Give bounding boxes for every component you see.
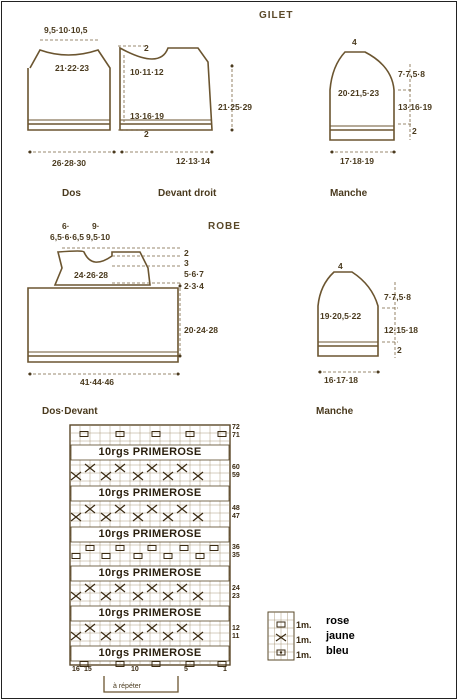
- stitch-chart: [70, 425, 230, 667]
- gilet-devant-side-height: 13·16·19: [130, 111, 165, 121]
- gilet-dos-width: 26·28·30: [52, 158, 87, 168]
- robe-neck-b: 9·: [92, 221, 100, 231]
- chart-row-number: 36: [232, 544, 240, 551]
- gilet-devant-neck-width: 10·11·12: [130, 67, 164, 77]
- gilet-dos-armhole: 2: [144, 129, 149, 139]
- gilet-manche-cuff: 2: [412, 126, 417, 136]
- robe-manche-width-upper: 19·20,5·22: [320, 311, 362, 321]
- chart-row-number: 12: [232, 625, 240, 632]
- legend-color: bleu: [326, 645, 349, 657]
- legend-count: 1m.: [296, 635, 312, 645]
- gilet-devant-caption: Devant droit: [158, 188, 217, 199]
- robe-neck-a: 6·: [62, 221, 70, 231]
- chart-row-number: 71: [232, 432, 240, 439]
- chart-row-number: 59: [232, 472, 240, 479]
- chart-col-number: 16: [72, 666, 80, 673]
- gilet-manche-width: 17·18·19: [340, 156, 375, 166]
- gilet-manche-length: 13·16·19: [398, 102, 433, 112]
- robe-neck-a2: 6,5·6·6,5: [50, 232, 85, 242]
- chart-row-number: 72: [232, 424, 240, 431]
- gilet-manche-cap-height: 7·7,5·8: [398, 69, 425, 79]
- chart-row-number: 24: [232, 585, 240, 592]
- gilet-title: GILET: [259, 10, 294, 21]
- robe-manche-cap-height: 7·7,5·8: [384, 292, 411, 302]
- chart-row-number: 11: [232, 633, 240, 640]
- gilet-manche-top: 4: [352, 37, 357, 47]
- chart-row-number: 35: [232, 552, 240, 559]
- robe-title: ROBE: [208, 221, 241, 232]
- robe-step2: 2·3·4: [184, 281, 204, 291]
- robe-width: 41·44·46: [80, 377, 115, 387]
- gilet-dos-caption: Dos: [62, 188, 81, 199]
- gilet-manche-width-upper: 20·21,5·23: [338, 88, 380, 98]
- robe-yoke-height: 5·6·7: [184, 269, 204, 279]
- robe-dos-devant-caption: Dos·Devant: [42, 406, 98, 417]
- robe-manche-top: 4: [338, 261, 343, 271]
- chart-col-number: 10: [131, 666, 139, 673]
- gilet-dos-neck: 9,5·10·10,5: [44, 25, 88, 35]
- robe-manche-width: 16·17·18: [324, 375, 359, 385]
- chart-row-number: 60: [232, 464, 240, 471]
- chart-col-number: 1: [223, 666, 227, 673]
- legend-swatches: [268, 612, 294, 660]
- robe-body-outline: [28, 288, 178, 362]
- legend-bleu-dot: [280, 651, 282, 653]
- robe-step1: 3: [184, 258, 189, 268]
- chart-row-number: 48: [232, 505, 240, 512]
- gilet-dos-shoulder-drop: 2: [144, 43, 149, 53]
- chart-band-label: 10rgs PRIMEROSE: [98, 567, 202, 579]
- legend-count: 1m.: [296, 650, 312, 660]
- chart-band-label: 10rgs PRIMEROSE: [98, 487, 202, 499]
- chart-row-number: 23: [232, 593, 240, 600]
- gilet-manche-caption: Manche: [330, 188, 368, 199]
- gilet-dos-width-upper: 21·22·23: [55, 63, 90, 73]
- legend-count: 1m.: [296, 620, 312, 630]
- gilet-dos-outline: [28, 50, 110, 130]
- chart-col-number: 15: [84, 666, 92, 673]
- gilet-devant-width: 12·13·14: [176, 156, 211, 166]
- robe-yoke-width: 24·26·28: [74, 270, 109, 280]
- robe-body-height: 20·24·28: [184, 325, 219, 335]
- legend-color: rose: [326, 615, 350, 627]
- gilet-devant-total-height: 21·25·29: [218, 102, 253, 112]
- robe-manche-length: 12·15·18: [384, 325, 419, 335]
- chart-row-number: 47: [232, 513, 240, 520]
- chart-band-label: 10rgs PRIMEROSE: [98, 607, 202, 619]
- robe-manche-caption: Manche: [316, 406, 354, 417]
- robe-neck-b2: 9,5·10: [86, 232, 111, 242]
- chart-band-label: 10rgs PRIMEROSE: [98, 528, 202, 540]
- chart-col-number: 5: [184, 666, 188, 673]
- repeat-label: à répéter: [113, 683, 142, 690]
- chart-band-label: 10rgs PRIMEROSE: [98, 446, 202, 458]
- robe-manche-cuff: 2: [397, 345, 402, 355]
- robe-shoulder: 2: [184, 248, 189, 258]
- chart-band-label: 10rgs PRIMEROSE: [98, 647, 202, 659]
- legend-color: jaune: [326, 630, 355, 642]
